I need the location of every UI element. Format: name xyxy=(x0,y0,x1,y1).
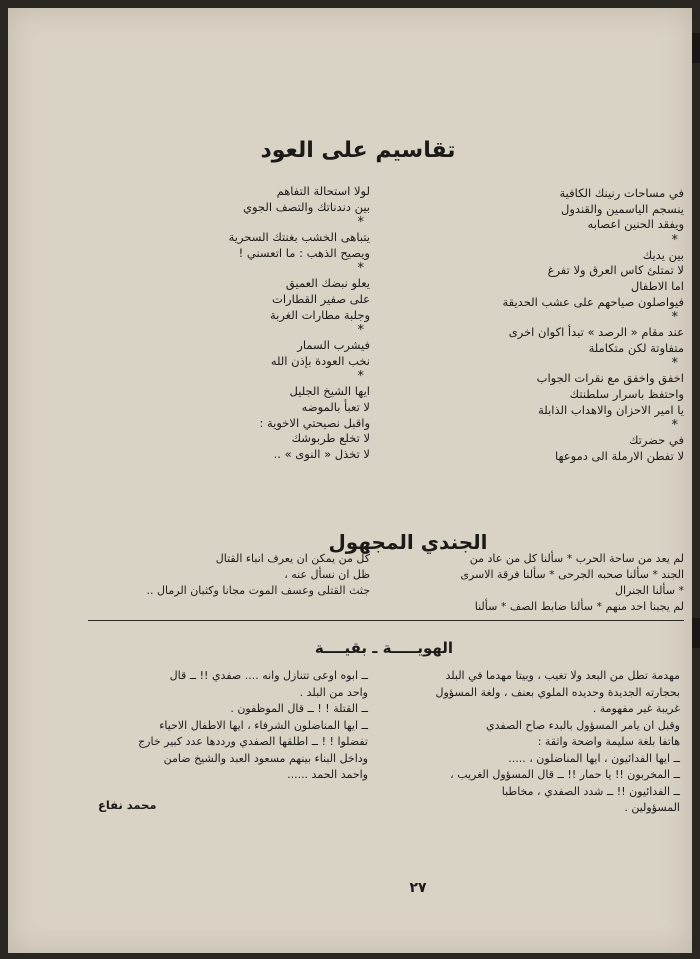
poem-line: ينسجم الياسمين والقندول xyxy=(561,201,684,216)
page-edge-tab xyxy=(692,618,700,648)
poem-line: لم يجبنا احد منهم * سألنا ضابط الصف * سألنا xyxy=(474,600,684,613)
poem-line: اخفق واخفق مع نقرات الجواب xyxy=(536,371,684,386)
story-line: ــ الفدائيون !! ــ شدد الصفدي ، مخاطبا xyxy=(501,784,680,798)
stanza-separator: * xyxy=(671,310,678,326)
poem-line: نخب العودة بإذن الله xyxy=(270,353,370,368)
stanza-separator: * xyxy=(357,323,364,339)
story-line: المسؤولين . xyxy=(624,801,680,814)
poem-line: لا تخلع طربوشك xyxy=(291,431,370,446)
story-line: ــ القتلة ! ! ــ قال الموظفون . xyxy=(230,702,368,715)
poem-line: في مساحات رنينك الكافية xyxy=(559,186,684,200)
poem-line: يتباهى الخشب بغنتك السحرية xyxy=(228,230,370,245)
magazine-page xyxy=(8,8,692,953)
stanza-separator: * xyxy=(357,261,364,277)
story-line: وداخل البناء بينهم مسعود العبد والشيخ ضامن xyxy=(163,751,368,765)
page-edge-tab xyxy=(692,33,700,63)
stanza-separator: * xyxy=(357,215,364,231)
poem-line: عند مقام « الرصد » تبدأ اكوان اخرى xyxy=(508,325,684,340)
poem-line: يا امير الاحزان والاهداب الذابلة xyxy=(538,402,684,417)
poem-line: * سألنا الجنرال xyxy=(614,584,684,597)
poem-line: ظل ان نسأل عنه ، xyxy=(284,568,370,581)
poem-line: بين دندناتك والتصف الجوي xyxy=(242,199,370,214)
poem-line: كل من يمكن ان يعرف انباء القتال xyxy=(215,552,370,565)
stanza-separator: * xyxy=(671,356,678,372)
story-line: ــ المخربون !! يا حمار !! ــ قال المسؤول الغريب ، xyxy=(450,768,680,781)
poem-line: وجلبة مطارات الغربة xyxy=(269,307,370,322)
poem2-right-column xyxy=(394,551,684,615)
poem2-title: الجندي المجهول xyxy=(328,530,488,554)
poem-line: واحتفظ باسرار سلطنتك xyxy=(569,386,684,401)
poem1-right-column xyxy=(454,186,684,464)
poem-line: متفاوتة لكن متكاملة xyxy=(588,340,684,355)
story-line: هاتفا بلغة سليمة واضحة واثقة : xyxy=(537,735,680,748)
stanza-separator: * xyxy=(671,418,678,434)
story-title: الهويـــــة ـ بقيــــة xyxy=(314,639,454,657)
story-left-column xyxy=(86,668,368,784)
story-line: بحجارته الجديدة وحديده الملوي بعنف ، ولغة المسؤول xyxy=(435,685,680,699)
story-line: تفضلوا ! ! ــ اطلقها الصفدي ورددها عدد كبير خارج xyxy=(138,735,368,748)
poem-line: اما الاطفال xyxy=(630,278,684,293)
story-line: ــ ابوه اوعى تتنازل وانه .... صفدي !! ــ قال xyxy=(169,669,368,682)
poem-line: بين يديك xyxy=(642,247,684,262)
poem-line: واقبل نصيحتي الاخوية : xyxy=(259,415,370,430)
stanza-separator: * xyxy=(671,232,678,248)
poem1-title: تقاسيم على العود xyxy=(260,138,456,163)
poem2-left-column xyxy=(80,551,370,599)
poem-line: ويفقد الحنين اعصابه xyxy=(587,217,684,232)
poem-line: جثث القتلى وعسف الموت مجانا وكثبان الرمال .. xyxy=(146,584,370,597)
author-name: محمد نفاع xyxy=(98,798,157,812)
story-line: واحد من البلد . xyxy=(299,685,368,699)
story-line: غريبة غير مفهومة . xyxy=(592,702,680,715)
poem-line: ايها الشيخ الجليل xyxy=(289,384,370,399)
section-divider xyxy=(88,620,684,621)
story-line: ــ ايها المناضلون الشرفاء ، ايها الاطفال الاحياء xyxy=(159,718,368,732)
poem-line: لا تمتلئ كاس العرق ولا تفرغ xyxy=(547,263,684,278)
poem1-left-column xyxy=(140,184,370,462)
poem-line: ويصيح الذهب : ما اتعسني ! xyxy=(238,245,370,260)
poem-line: فيشرب السمار xyxy=(297,338,370,353)
poem-line: في حضرتك xyxy=(628,433,684,448)
story-line: مهدمة تطل من البعد ولا تغيب ، وبيتا مهدما في البلد xyxy=(445,669,680,682)
stanza-separator: * xyxy=(357,369,364,385)
poem-line: لا تفطن الارملة الى دموعها xyxy=(555,448,684,463)
story-line: واحمد الحمد ...... xyxy=(287,768,368,781)
poem-line: يعلو نبضك العميق xyxy=(285,276,370,291)
story-line: ــ ايها الفدائيون ، ايها المناضلون ، ..... xyxy=(508,751,680,765)
poem-line: لا تخذل « النوى » .. xyxy=(273,446,370,461)
poem-line: الجند * سألنا صحبه الجرحى * سألنا فرقة الاسرى xyxy=(460,568,684,581)
poem-line: لم يعد من ساحة الحرب * سألنا كل من عاد من xyxy=(469,552,684,565)
story-line: وقبل ان يامر المسؤول بالبدء صاح الصفدي xyxy=(486,718,680,732)
poem-line: على صفير القطارات xyxy=(272,291,370,306)
poem-line: لولا استحالة التفاهم xyxy=(276,184,370,198)
poem-line: لا تعبأ بالموضه xyxy=(301,399,370,414)
poem-line: فيواصلون صياحهم على عشب الحديقة xyxy=(502,294,684,309)
page-number: ٢٧ xyxy=(409,880,427,896)
story-right-column xyxy=(390,668,680,817)
